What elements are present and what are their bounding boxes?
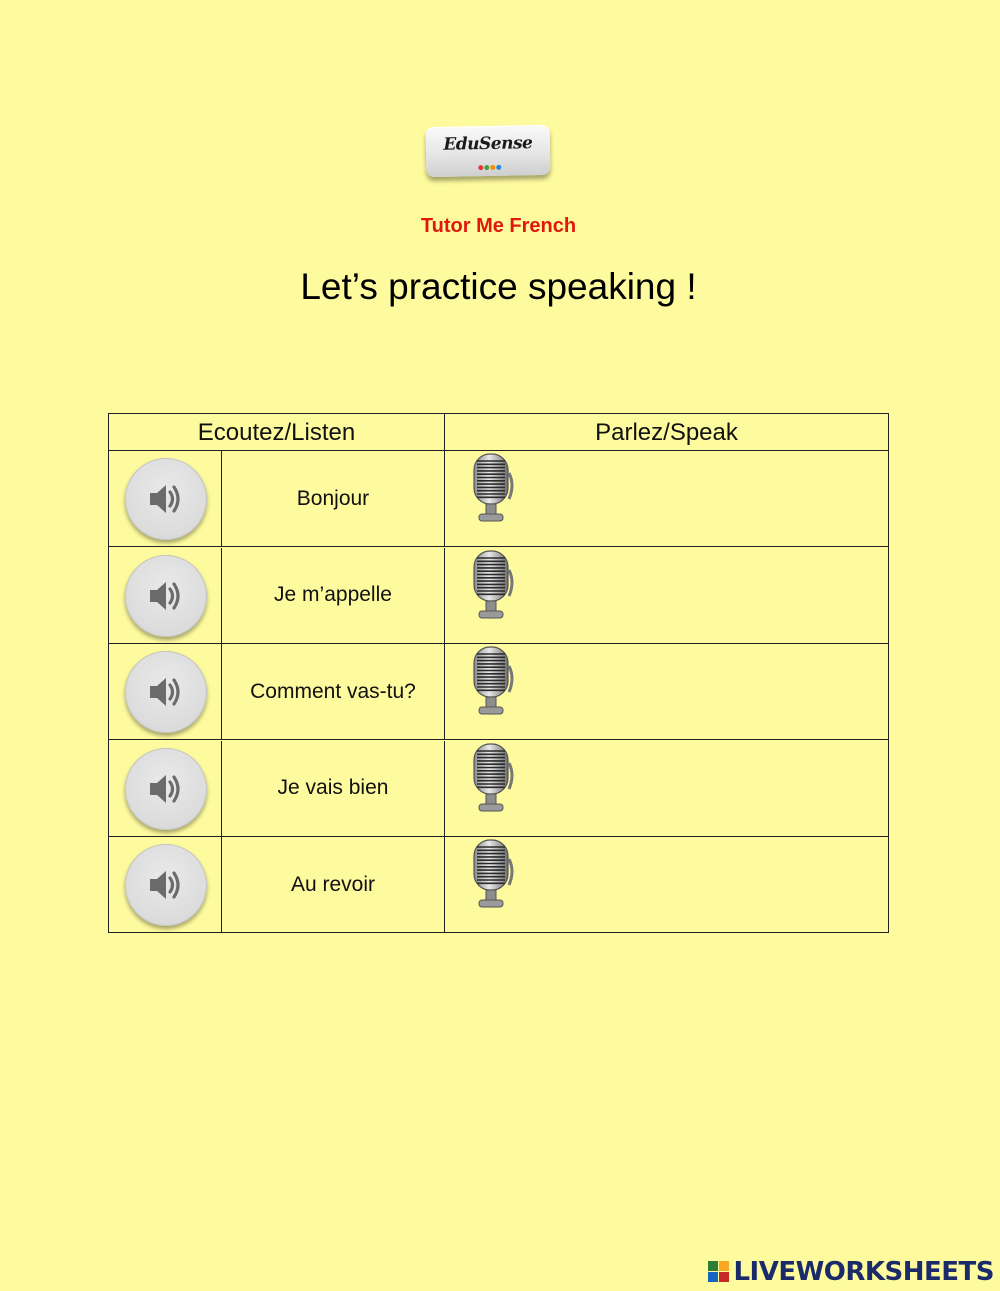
speak-cell xyxy=(445,837,888,933)
table-row xyxy=(109,548,888,644)
speak-cell xyxy=(445,644,888,739)
phrase-text: Bonjour xyxy=(222,451,445,546)
table-row xyxy=(109,451,888,547)
liveworksheets-logo-icon xyxy=(708,1261,730,1283)
audio-cell xyxy=(109,451,222,546)
table-row xyxy=(109,644,888,740)
audio-cell xyxy=(109,741,222,836)
practice-table xyxy=(108,413,889,933)
phrase-text: Je m’appelle xyxy=(222,548,445,643)
logo-dots xyxy=(478,157,508,164)
phrase-text: Je vais bien xyxy=(222,741,445,836)
audio-cell xyxy=(109,837,222,933)
microphone-icon[interactable] xyxy=(469,548,517,629)
microphone-icon[interactable] xyxy=(469,451,517,532)
table-row xyxy=(109,741,888,837)
table-header xyxy=(109,414,888,451)
page-title: Let’s practice speaking ! xyxy=(300,266,697,307)
liveworksheets-footer xyxy=(708,1259,994,1285)
audio-cell xyxy=(109,548,222,643)
edusense-logo xyxy=(426,125,551,177)
speak-cell xyxy=(445,741,888,836)
phrase-text: Comment vas-tu? xyxy=(222,644,445,739)
page-subtitle: Tutor Me French xyxy=(420,215,577,237)
speak-cell xyxy=(445,548,888,643)
table-row xyxy=(109,837,888,933)
phrase-text: Au revoir xyxy=(222,837,445,933)
column-header-listen: Ecoutez/Listen xyxy=(109,414,445,450)
speak-cell xyxy=(445,451,888,546)
logo-text: EduSense xyxy=(443,133,533,155)
play-audio-button[interactable] xyxy=(125,651,207,733)
column-header-speak: Parlez/Speak xyxy=(595,419,738,446)
microphone-icon[interactable] xyxy=(469,837,517,918)
play-audio-button[interactable] xyxy=(125,748,207,830)
play-audio-button[interactable] xyxy=(125,844,207,926)
play-audio-button[interactable] xyxy=(125,458,207,540)
audio-cell xyxy=(109,644,222,739)
play-audio-button[interactable] xyxy=(125,555,207,637)
liveworksheets-brand: LIVEWORKSHEETS xyxy=(733,1257,994,1287)
microphone-icon[interactable] xyxy=(469,741,517,822)
microphone-icon[interactable] xyxy=(469,644,517,725)
